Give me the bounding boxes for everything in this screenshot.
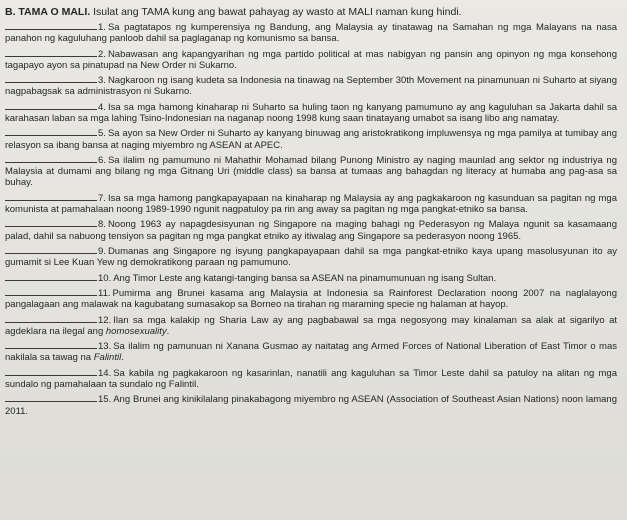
item-number: 5.	[98, 128, 106, 140]
item-emphasis: Falintil	[93, 352, 122, 364]
question-item-2	[5, 47, 617, 71]
answer-blank-14[interactable]	[5, 366, 97, 376]
item-number: 14.	[98, 367, 112, 379]
question-item-8	[5, 217, 617, 241]
item-number: 15.	[98, 394, 112, 406]
section-instruction: Isulat ang TAMA kung ang bawat pahayag ay wasto at MALI naman kung hindi.	[93, 6, 462, 18]
question-item-4	[5, 100, 617, 124]
question-item-10	[5, 271, 617, 284]
item-text: Isa sa mga hamong kinaharap ni Suharto sa huling taon ng kanyang pamumuno ay ang kaguluhan sa Jakarta dahil sa karahasan laban sa mga lahing Tsino-Indonesian na naganap noong 1998 kung saan tinatayang umabot sa isang libo ang namatay.	[5, 101, 617, 124]
item-number: 4.	[98, 101, 106, 113]
question-item-14	[5, 366, 617, 390]
item-text: Ang Brunei ang kinikilalang pinakabagong miyembro ng ASEAN (Association of Southeast Asian Nations) noon lamang 2011.	[5, 394, 617, 417]
item-text: Nagkaroon ng isang kudeta sa Indonesia na tinawag na September 30th Movement na pinamunuan ni Suharto at siyang nagpabagsak sa administrasyon ni Sukarno.	[5, 75, 617, 98]
item-emphasis: homosexuality	[105, 325, 167, 337]
question-item-5	[5, 126, 617, 150]
item-text: Pumirma ang Brunei kasama ang Malaysia at Indonesia sa Rainforest Declaration noong 2007 na naglalayong pangalagaan ang malawak na kagubatang sumasakop sa Borneo na tirahan ng maraming specie ng halaman at hayop.	[5, 287, 617, 311]
item-number: 3.	[98, 75, 106, 87]
answer-blank-1[interactable]	[5, 20, 97, 30]
answer-blank-2[interactable]	[5, 47, 97, 57]
answer-blank-8[interactable]	[5, 217, 97, 227]
item-number: 6.	[98, 154, 106, 166]
item-number: 1.	[98, 22, 106, 33]
question-item-9	[5, 244, 617, 268]
item-text: Nabawasan ang kapangyarihan ng mga partido political at mas nabigyan ng pansin ang opinyon ng mga konsehong tagapayo ayon sa pinatupad na New Order ni Sukarno.	[5, 48, 617, 71]
answer-blank-10[interactable]	[5, 271, 97, 281]
answer-blank-4[interactable]	[5, 100, 97, 110]
item-text: Isa sa mga hamong pangkapayapaan na kinaharap ng Malaysia ay ang pagkakaroon ng kasunduan sa pagitan ng mga komunista at pamahalaan noong 1989-1990 ngunit nagpatuloy pa rin ang away sa pagitan ng mga pangkat-etniko sa bansa.	[5, 192, 617, 215]
answer-blank-12[interactable]	[5, 313, 97, 323]
answer-blank-13[interactable]	[5, 339, 97, 349]
question-item-15	[5, 392, 617, 416]
item-text: Ang Timor Leste ang katangi-tanging bansa sa ASEAN na pinamumunuan ng isang Sultan.	[113, 272, 497, 284]
answer-blank-6[interactable]	[5, 153, 97, 163]
item-number: 13.	[98, 341, 112, 353]
item-number: 11.	[98, 287, 111, 299]
item-number: 8.	[98, 219, 106, 231]
item-number: 12.	[98, 314, 112, 326]
item-text: Noong 1963 ay napagdesisyunan ng Singapore na maging bahagi ng Pederasyon ng Malaya ngunit sa kasamaang palad, dahil sa nabuong tensiyon sa pagitan ng mga pangkat etniko ay itiwalag ang Singapore sa pederasyon noong 1965.	[5, 219, 617, 242]
item-text: Sa ilalim ng pamunuan ni Xanana Gusmao ay naitatag ang Armed Forces of National Liberation of East Timor o mas nakilala sa tawag na	[5, 341, 617, 364]
question-item-7	[5, 191, 617, 215]
question-item-13	[5, 339, 617, 363]
question-item-6	[5, 153, 617, 189]
answer-blank-7[interactable]	[5, 191, 97, 201]
answer-blank-5[interactable]	[5, 126, 97, 136]
answer-blank-3[interactable]	[5, 73, 97, 83]
question-item-11	[5, 286, 617, 310]
question-item-12	[5, 313, 617, 337]
answer-blank-9[interactable]	[5, 244, 97, 254]
item-number: 10.	[98, 272, 112, 284]
item-text-end: .	[121, 352, 124, 364]
item-text: Dumanas ang Singapore ng isyung pangkapayapaan dahil sa mga pangkat-etniko kaya upang masolusyunan ito ay gumamit si Lee Kuan Yew ng demokratikong paraan ng pamumuno.	[5, 245, 617, 269]
item-number: 7.	[98, 192, 106, 204]
answer-blank-15[interactable]	[5, 392, 97, 402]
question-item-1	[5, 20, 617, 44]
item-text: Sa pagtatapos ng kumperensiya ng Bandung, ang Malaysia ay tinatawag na Samahan ng mga Malayans na nasa panahon ng kaguluhang panloob dahil sa paglaganap ng komunismo sa bansa.	[5, 22, 617, 45]
item-text: Sa ilalim ng pamumuno ni Mahathir Mohamad bilang Punong Ministro ay naging maunlad ang sektor ng industriya ng Malaysia at dumami ang bilang ng mga Gitnang Uri (middle class) sa bansa at tumaas ang bahagdan ng literacy at humaba ang pag-asa sa buhay.	[5, 154, 617, 189]
item-text: Sa ayon sa New Order ni Suharto ay kanyang binuwag ang aristokratikong impluwensya ng mga pamilya at tumibay ang relasyon sa ibang bansa at naging miyembro ng ASEAN at APEC.	[5, 128, 617, 151]
item-number: 9.	[98, 245, 106, 257]
answer-blank-11[interactable]	[5, 286, 97, 296]
section-label: B. TAMA O MALI.	[5, 6, 91, 18]
question-item-3	[5, 73, 617, 97]
item-number: 2.	[98, 48, 106, 60]
item-text: Ilan sa mga kalakip ng Sharia Law ay ang pagbabawal sa mga negosyong may kinalaman sa alak at sigarilyo at agdeklara na ilegal ang	[5, 314, 617, 337]
item-text: Sa kabila ng pagkakaroon ng kasarinlan, nanatili ang kaguluhan sa Timor Leste dahil sa patuloy na alitan ng mga sundalo ng pamahalaan ta sundalo ng Falintil.	[5, 367, 617, 390]
item-text-end: .	[166, 325, 170, 337]
section-heading	[5, 6, 617, 19]
